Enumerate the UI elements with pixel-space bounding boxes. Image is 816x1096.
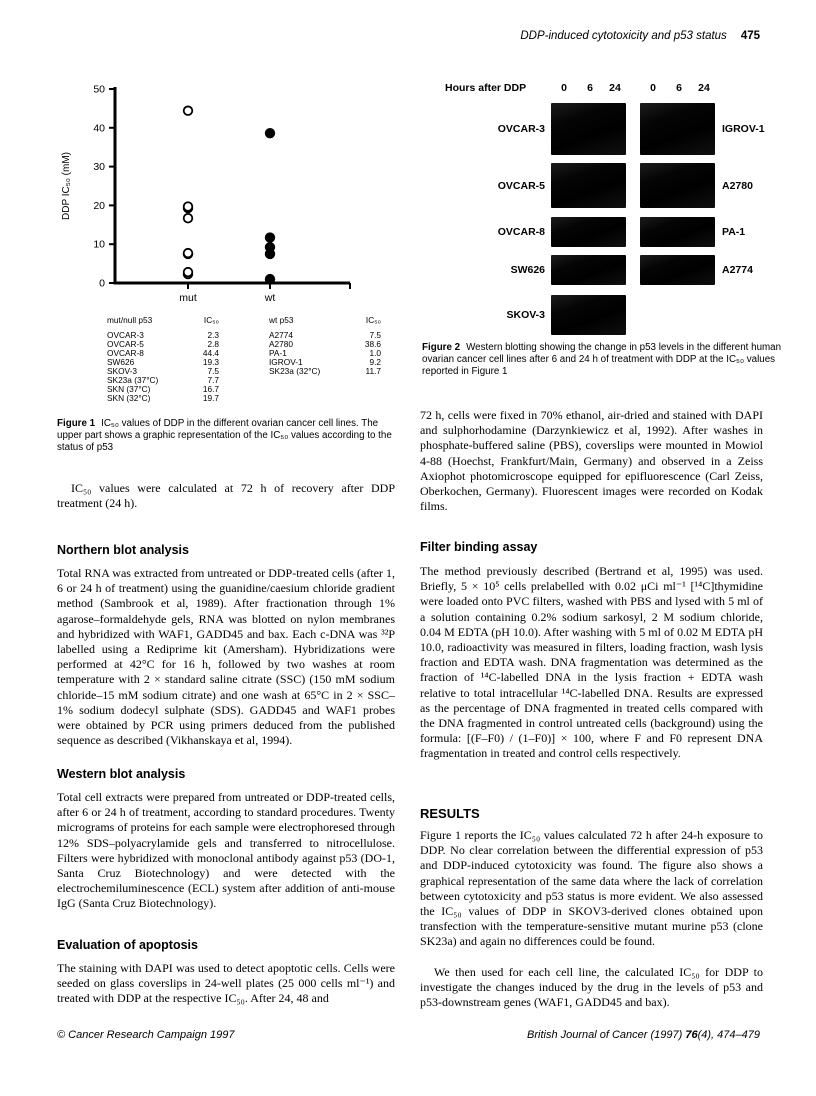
mut-null-p53-table [107, 316, 219, 403]
cell-line-name: A2780 [269, 339, 293, 349]
apoptosis-paragraph: The staining with DAPI was used to detect apoptotic cells. Cells were seeded on glass coverslips in 24-well plates (25 000 cells ml⁻¹) and treated with DDP at the respective IC₅₀. After 24, 48 and [57, 961, 395, 1006]
ic50-value: 2.8 [207, 339, 219, 349]
blot-panel [640, 103, 715, 155]
cell-line-name: SW626 [107, 357, 135, 367]
figure2-caption [422, 342, 786, 379]
figure2-caption-text: Western blotting showing the change in p53 levels in the different human ovarian cancer cell lines after 6 and 24 h of treatment with DDP at the IC₅₀ values reported in Figure 1 [422, 342, 782, 378]
y-tick-label: 0 [99, 277, 105, 290]
y-tick-label: 40 [93, 122, 105, 135]
filter-binding-heading: Filter binding assay [420, 540, 538, 554]
table-row [269, 367, 381, 376]
figure1-caption-text: IC₅₀ values of DDP in the different ovarian cancer cell lines. The upper part shows a graphic representation of the IC₅₀ values according to the status of p53 [57, 418, 392, 454]
column-header: mut/null p53 [107, 315, 153, 325]
blot-label-left: OVCAR-8 [497, 226, 545, 238]
ic50-value: 11.7 [365, 366, 381, 376]
ic50-value: 2.3 [207, 330, 219, 340]
data-point [266, 275, 275, 284]
lane-number: 0 [650, 82, 656, 94]
lane-number: 6 [676, 82, 682, 94]
cell-line-name: SK23a (32°C) [269, 366, 321, 376]
blot-label-right: PA-1 [722, 226, 746, 238]
cell-line-name: OVCAR-8 [107, 348, 144, 358]
figure1-caption [57, 418, 395, 455]
lane-number: 24 [698, 82, 710, 94]
ic50-value: 9.2 [369, 357, 381, 367]
data-point [184, 249, 193, 258]
data-point [266, 129, 275, 138]
column-header: IC₅₀ [365, 315, 381, 325]
cell-line-name: IGROV-1 [269, 357, 303, 367]
cell-line-name: SK23a (37°C) [107, 375, 159, 385]
blot-panel [551, 163, 626, 208]
blot-panel [640, 163, 715, 208]
data-point [184, 214, 193, 223]
copyright-footer: © Cancer Research Campaign 1997 [57, 1029, 235, 1041]
x-category-label: wt [264, 292, 276, 304]
blot-panel [551, 295, 626, 335]
blot-panel [551, 217, 626, 247]
wt-table-header [269, 316, 381, 325]
data-point [184, 106, 193, 115]
x-category-label: mut [179, 292, 197, 304]
western-blot-heading: Western blot analysis [57, 767, 186, 781]
running-header [520, 30, 760, 42]
cell-line-name: A2774 [269, 330, 293, 340]
methods-continuation-paragraph: 72 h, cells were fixed in 70% ethanol, air-dried and stained with DAPI and sulphorhodamine (Darzynkiewicz et al, 1992). After washes in phosphate-buffered saline (PBS), coverslips were mounted in Mowiol 4-88 (Hoechst, Frankfurt/Main, Germany) and observed in a Zeiss Axiophot photomicroscope equipped for epifluorescence (Carl Zeiss, Oberkochen, Germany). Fluorescent images were recorded on Kodak films. [420, 408, 763, 514]
figure1-table [57, 316, 395, 414]
y-tick-label: 30 [93, 161, 105, 174]
western-blot-paragraph: Total cell extracts were prepared from untreated or DDP-treated cells, after 6 or 24 h of treatment, according to standard procedures. Twenty micrograms of proteins for each sample were electrophoresed through 12% SDS–polyacrylamide gels and transferred to nitrocellulose. Filters were hybridized with monoclonal antibody against p53 (DO-1, Santa Cruz Biotechnology) and were detected with the electrochemiluminescence (ECL) system after addition of anti-mouse IgG (Santa Cruz Biotechnology). [57, 790, 395, 911]
y-tick-label: 20 [93, 199, 105, 212]
northern-blot-paragraph: Total RNA was extracted from untreated or DDP-treated cells (after 1, 6 or 24 h of treatment) using the guanidine/caesium chloride gradient method (Sambrook et al, 1989). After fractionation through 1% agarose–formaldehyde gels, RNA was blotted on nylon membranes and hybridized with WAF1, GADD45 and bax. Each c-DNA was ³²P labelled using a Rediprime kit (Amersham). Hybridizations were performed at 42°C for 16 h, followed by two washes at room temperature with 2 × standard saline citrate (SSC) (150 mM sodium chloride–15 mM sodium citrate) and one wash at 65°C in 2 × SSC–1% sodium dodecyl sulphate (SDS). GADD45 and WAF1 probes were obtained by PCR using primers deduced from the published sequence as described (Vikhanskaya et al, 1994). [57, 566, 395, 748]
y-tick-label: 10 [93, 238, 105, 251]
ic50-value: 7.5 [207, 366, 219, 376]
cell-line-name: OVCAR-3 [107, 330, 144, 340]
ic50-value: 16.7 [202, 384, 219, 394]
northern-blot-heading: Northern blot analysis [57, 543, 189, 557]
blot-label-left: OVCAR-3 [497, 123, 545, 135]
blot-panel [640, 255, 715, 285]
intro-paragraph: IC₅₀ values were calculated at 72 h of recovery after DDP treatment (24 h). [57, 481, 395, 511]
y-axis-label: DDP IC₅₀ (mM) [61, 152, 72, 220]
figure2-western-blots [445, 82, 790, 338]
table-row [107, 394, 219, 403]
cell-line-name: SKN (37°C) [107, 384, 151, 394]
blot-label-right: IGROV-1 [722, 123, 765, 135]
ic50-value: 7.5 [369, 330, 381, 340]
data-point [184, 268, 193, 277]
mut-null-table-header [107, 316, 219, 325]
lane-number: 0 [561, 82, 567, 94]
blot-label-left: OVCAR-5 [497, 179, 545, 192]
figure1-chart-area [57, 76, 392, 304]
lane-number: 6 [587, 82, 593, 94]
ic50-value: 19.3 [202, 357, 219, 367]
blot-panel [640, 217, 715, 247]
figure1-caption-label: Figure 1 [57, 418, 96, 429]
journal-footer [527, 1029, 760, 1041]
page-number: 475 [740, 30, 760, 42]
cell-line-name: PA-1 [269, 348, 287, 358]
journal-citation-post: (4), 474–479 [697, 1029, 760, 1041]
data-point [266, 243, 275, 252]
blot-label-right: A2780 [722, 179, 753, 192]
journal-volume: 76 [685, 1029, 698, 1041]
blot-label-right: A2774 [722, 264, 753, 276]
column-header: wt p53 [269, 315, 294, 325]
apoptosis-heading: Evaluation of apoptosis [57, 938, 198, 952]
data-point [184, 202, 193, 211]
cell-line-name: OVCAR-5 [107, 339, 144, 349]
figure1-scatter-plot [57, 76, 392, 304]
figure2-caption-label: Figure 2 [422, 342, 461, 353]
cell-line-name: SKOV-3 [107, 366, 137, 376]
ic50-value: 38.6 [364, 339, 381, 349]
blot-label-left: SW626 [510, 264, 545, 276]
figure2-lane-header: Hours after DDP [445, 82, 527, 94]
running-title: DDP-induced cytotoxicity and p53 status [520, 30, 727, 42]
filter-binding-paragraph: The method previously described (Bertrand et al, 1995) was used. Briefly, 5 × 10⁵ cells prelabelled with 0.02 μCi ml⁻¹ [¹⁴C]thymidine were loaded onto PVC filters, washed with PBS and lysed with 5 ml of a solution containing 0.2% sodium sarkosyl, 2 M sodium chloride, 0.04 M EDTA (pH 10.0). After washing with 5 ml of 0.02 M EDTA pH 10.0, radioactivity was measured in filters, loading fraction, wash lysis fraction and EDTA wash. DNA fragmentation was determined as the fraction of ¹⁴C-labelled DNA in the lysis fraction + EDTA wash relative to total intracellular ¹⁴C-labelled DNA. Results are expressed as the percentage of DNA fragmented in treated cells compared with the DNA fragmented in control untreated cells (background) using the formula: [(F–F0) / (1–F0)] × 100, where F and F0 represent DNA fragmentation in treated and control cells respectively. [420, 564, 763, 761]
y-tick-label: 50 [93, 83, 105, 96]
lane-number: 24 [609, 82, 621, 94]
ic50-value: 7.7 [207, 375, 219, 385]
blot-panel [551, 103, 626, 155]
column-header: IC₅₀ [203, 315, 219, 325]
ic50-value: 19.7 [202, 393, 219, 403]
results-heading: RESULTS [420, 806, 480, 821]
ic50-value: 44.4 [202, 348, 219, 358]
ic50-value: 1.0 [369, 348, 381, 358]
blot-panel [551, 255, 626, 285]
data-point [266, 233, 275, 242]
wt-p53-table [269, 316, 381, 376]
results-paragraph-2: We then used for each cell line, the calculated IC₅₀ for DDP to investigate the changes induced by the drug in the levels of p53 and p53-downstream genes (WAF1, GADD45 and bax). [420, 965, 763, 1010]
results-paragraph-1: Figure 1 reports the IC₅₀ values calculated 72 h after 24-h exposure to DDP. No clear correlation between the differential expression of p53 and DDP-induced cytotoxicity was found. The figure also shows a graphical representation of the same data where the lack of correlation between cytotoxicity and p53 status is more evident. We also assessed the IC₅₀ values of DDP in SKOV3-derived clones obtained upon transfection with the temperature-sensitive mutant murine p53 (clone SK23a) and again no differences could be found. [420, 828, 763, 949]
cell-line-name: SKN (32°C) [107, 393, 151, 403]
journal-citation-pre: British Journal of Cancer (1997) [527, 1029, 686, 1041]
blot-label-left: SKOV-3 [506, 309, 545, 321]
